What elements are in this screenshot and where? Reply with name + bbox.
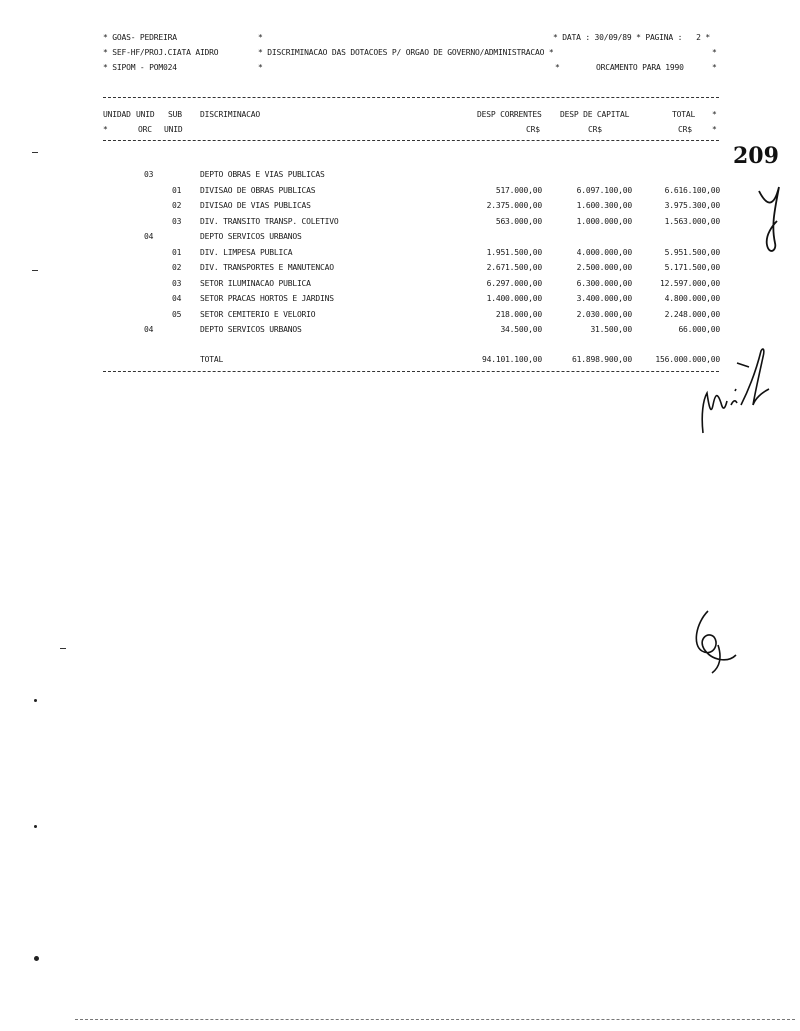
total-cap: 61.898.900,00: [571, 355, 632, 364]
header-separator: *: [258, 33, 263, 42]
total-label: TOTAL: [200, 355, 224, 364]
row-desp-correntes: 1.400.000,00: [486, 294, 542, 303]
row-desp-capital: 2.030.000,00: [576, 309, 632, 319]
col-desp-capital: DESP DE CAPITAL: [560, 110, 630, 119]
row-description: DEPTO SERVICOS URBANOS: [200, 232, 302, 241]
col-orc: ORC: [138, 125, 152, 134]
header-separator: *: [712, 63, 717, 72]
total-corr: 94.101.100,00: [481, 355, 542, 364]
row-total: 6.616.100,00: [664, 185, 720, 195]
row-desp-capital: 31.500,00: [590, 325, 632, 334]
header-date-page: * DATA : 30/09/89 * PAGINA : 2 *: [553, 33, 710, 42]
row-desp-capital: 4.000.000,00: [576, 247, 632, 257]
row-description: DIVISAO DE OBRAS PUBLICAS: [200, 185, 316, 195]
row-total: 66.000,00: [678, 325, 720, 334]
row-subunidade: 05: [172, 309, 182, 319]
col-unit-corr: CR$: [526, 125, 540, 134]
row-subunidade: 03: [172, 216, 182, 226]
header-separator: *: [555, 63, 560, 72]
row-desp-correntes: 2.671.500,00: [486, 263, 542, 272]
row-desp-correntes: 218.000,00: [495, 309, 542, 319]
header-org-name: * GOAS- PEDREIRA: [103, 33, 177, 42]
row-desp-capital: 6.300.000,00: [576, 278, 632, 288]
row-description: DIV. TRANSITO TRANSP. COLETIVO: [200, 216, 339, 226]
col-unit-total: CR$: [678, 125, 692, 134]
scan-mark: [60, 648, 66, 649]
row-desp-capital: 2.500.000,00: [576, 263, 632, 272]
row-description: DIV. TRANSPORTES E MANUTENCAO: [200, 263, 334, 272]
row-desp-correntes: 6.297.000,00: [486, 278, 542, 288]
row-desp-capital: 1.000.000,00: [576, 216, 632, 226]
header-system-code: * SIPOM - POM024: [103, 63, 177, 72]
row-desp-capital: 1.600.300,00: [576, 201, 632, 210]
row-orgao: 03: [144, 170, 154, 179]
header-separator: *: [103, 125, 108, 134]
header-separator: *: [712, 125, 717, 134]
scan-speck: [34, 699, 37, 702]
row-subunidade: 04: [172, 294, 182, 303]
row-total: 5.171.500,00: [664, 263, 720, 272]
table-bottom-rule: [103, 371, 719, 372]
row-subunidade: 01: [172, 247, 182, 257]
row-desp-capital: 3.400.000,00: [576, 294, 632, 303]
row-description: SETOR ILUMINACAO PUBLICA: [200, 278, 311, 288]
row-subunidade: 03: [172, 278, 182, 288]
col-unid-sub: UNID: [164, 125, 183, 134]
scan-speck: [34, 956, 39, 961]
scan-mark: [32, 152, 38, 153]
col-discriminacao: DISCRIMINACAO: [200, 110, 261, 119]
scan-bottom-edge: [75, 1019, 795, 1020]
row-description: DEPTO SERVICOS URBANOS: [200, 325, 302, 334]
report-title: * DISCRIMINACAO DAS DOTACOES P/ ORGAO DE GOVERNO/ADMINISTRACAO *: [258, 48, 554, 57]
row-orgao: 04: [144, 325, 154, 334]
col-desp-correntes: DESP CORRENTES: [477, 110, 542, 119]
col-unit-cap: CR$: [588, 125, 602, 134]
row-desp-correntes: 1.951.500,00: [486, 247, 542, 257]
row-total: 1.563.000,00: [664, 216, 720, 226]
col-sub: SUB: [168, 110, 182, 119]
scan-speck: [34, 825, 37, 828]
table-top-rule: [103, 97, 719, 98]
row-subunidade: 02: [172, 201, 182, 210]
header-separator: *: [712, 48, 717, 57]
row-subunidade: 01: [172, 185, 182, 195]
header-budget-year: ORCAMENTO PARA 1990: [596, 63, 684, 72]
handwritten-mark: [755, 185, 785, 257]
row-description: SETOR PRACAS HORTOS E JARDINS: [200, 294, 334, 303]
row-subunidade: 02: [172, 263, 182, 272]
row-total: 2.248.000,00: [664, 309, 720, 319]
row-desp-correntes: 517.000,00: [495, 185, 542, 195]
row-desp-correntes: 34.500,00: [500, 325, 542, 334]
total-total: 156.000.000,00: [655, 355, 720, 364]
table-header-rule: [103, 140, 719, 141]
signature-initials: [695, 345, 775, 440]
row-orgao: 04: [144, 232, 154, 241]
page-number-stamp: 209: [733, 143, 779, 169]
row-description: DIV. LIMPESA PUBLICA: [200, 247, 293, 257]
row-desp-capital: 6.097.100,00: [576, 185, 632, 195]
row-total: 12.597.000,00: [659, 278, 720, 288]
row-desp-correntes: 2.375.000,00: [486, 201, 542, 210]
row-desp-correntes: 563.000,00: [495, 216, 542, 226]
row-description: DIVISAO DE VIAS PUBLICAS: [200, 201, 311, 210]
row-description: DEPTO OBRAS E VIAS PUBLICAS: [200, 170, 325, 179]
col-unidad: UNIDAD: [103, 110, 131, 119]
header-separator: *: [712, 110, 717, 119]
header-separator: *: [258, 63, 263, 72]
row-description: SETOR CEMITERIO E VELORIO: [200, 309, 316, 319]
row-total: 5.951.500,00: [664, 247, 720, 257]
col-unid: UNID: [136, 110, 155, 119]
col-total: TOTAL: [672, 110, 696, 119]
row-total: 4.800.000,00: [664, 294, 720, 303]
handwritten-initial: [688, 605, 744, 677]
header-department: * SEF-HF/PROJ.CIATA AIDRO: [103, 48, 219, 57]
row-total: 3.975.300,00: [664, 201, 720, 210]
scan-mark: [32, 270, 38, 271]
